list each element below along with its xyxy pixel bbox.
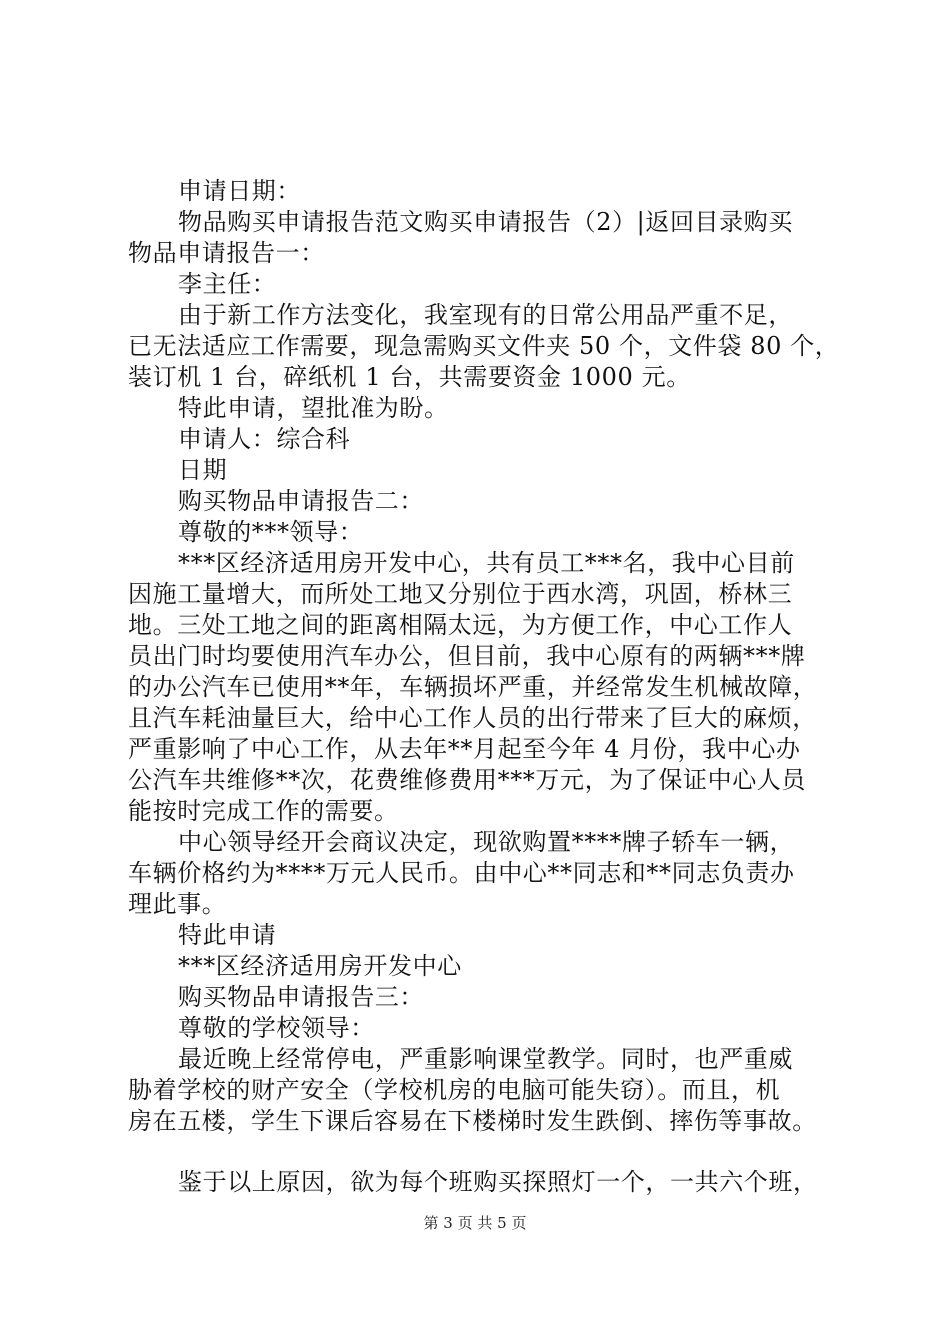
paragraph-line: 最近晚上经常停电，严重影响课堂教学。同时，也严重威 [178,1045,793,1073]
salutation: 李主任： [178,270,277,298]
closing-line: 特此申请，望批准为盼。 [178,394,449,422]
paragraph-line: 已无法适应工作需要，现急需购买文件夹 50 个，文件袋 80 个， [128,332,840,360]
paragraph-line: 鉴于以上原因，欲为每个班购买探照灯一个，一共六个班， [178,1168,818,1196]
paragraph-line: 公汽车共维修**次，花费维修费用***万元，为了保证中心人员 [128,766,806,794]
page-footer: 第 3 页 共 5 页 [423,1214,527,1232]
paragraph-line: 胁着学校的财产安全（学校机房的电脑可能失窃）。而且，机 [128,1076,781,1104]
paragraph-line: 装订机 1 台，碎纸机 1 台，共需要资金 1000 元。 [128,363,691,391]
closing-line: 特此申请 [178,921,277,949]
section-title-line: 物品购买申请报告范文购买申请报告（2）|返回目录购买 [178,208,793,236]
salutation: 尊敬的***领导： [178,518,364,546]
apply-date-label: 申请日期： [178,177,301,205]
section-title-line: 物品申请报告一： [128,239,325,267]
applicant-line: 申请人：综合科 [178,425,351,453]
paragraph-line: ***区经济适用房开发中心，共有员工***名，我中心目前 [178,549,795,577]
paragraph-line: 车辆价格约为****万元人民币。由中心**同志和**同志负责办 [128,859,795,887]
paragraph-line: 中心领导经开会商议决定，现欲购置****牌子轿车一辆， [178,828,795,856]
paragraph-line: 的办公汽车已使用**年，车辆损坏严重，并经常发生机械故障， [128,673,818,701]
paragraph-gap [128,1137,848,1167]
paragraph-line: 能按时完成工作的需要。 [128,797,399,825]
paragraph-line: 房在五楼，学生下课后容易在下楼梯时发生跌倒、摔伤等事故。 [128,1107,817,1135]
paragraph-line: 理此事。 [128,890,227,918]
paragraph-line: 且汽车耗油量巨大，给中心工作人员的出行带来了巨大的麻烦， [128,704,817,732]
paragraph-line: 地。三处工地之间的距离相隔太远，为方便工作，中心工作人 [128,611,793,639]
section-title-line: 购买物品申请报告三： [178,983,424,1011]
paragraph-line: 严重影响了中心工作，从去年**月起至今年 4 月份，我中心办 [128,735,801,763]
salutation: 尊敬的学校领导： [178,1014,375,1042]
paragraph-line: 员出门时均要使用汽车办公，但目前，我中心原有的两辆***牌 [128,642,806,670]
section-title-line: 购买物品申请报告二： [178,487,424,515]
document-body [128,176,848,1198]
signature-line: ***区经济适用房开发中心 [178,952,462,980]
paragraph-line: 因施工量增大，而所处工地又分别位于西水湾，巩固，桥林三 [128,580,793,608]
paragraph-line: 由于新工作方法变化，我室现有的日常公用品严重不足， [178,301,793,329]
date-line: 日期 [178,456,228,484]
